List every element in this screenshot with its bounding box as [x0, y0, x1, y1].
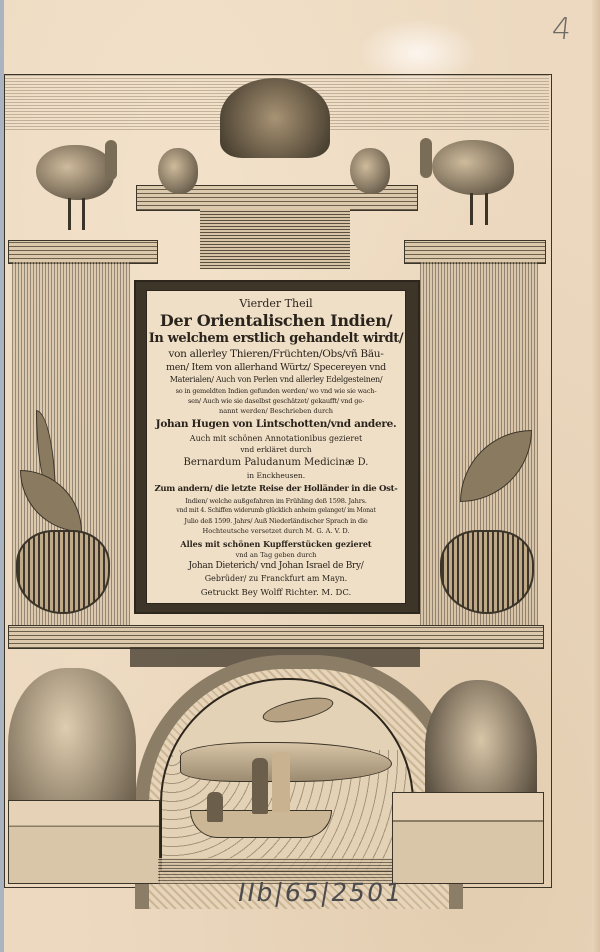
fruit-basket-icon [220, 78, 330, 158]
title-line: in Enckheusen. [246, 471, 306, 480]
cassowary-right-leg [485, 193, 488, 225]
title-line: so in gemeldten Indien gefunden werden/ wo vnd wie sie wach- [175, 387, 377, 395]
publisher-line: Gebrüder/ zu Franckfurt am Mayn. [204, 574, 348, 583]
parrot-left-icon [158, 148, 198, 194]
cassowary-right-icon [432, 140, 514, 195]
cassowary-left-leg [68, 198, 71, 230]
title-main: Der Orientalischen Indien/ [159, 311, 393, 330]
left-cornice [8, 240, 158, 264]
cassowary-right-leg [470, 193, 473, 225]
right-pedestal [392, 792, 544, 884]
title-volume: Vierder Theil [239, 297, 313, 310]
title-line: nannt werden/ Beschrieben durch [218, 407, 334, 415]
title-line: Julio deß 1599. Jahrs/ Auß Niederländischer Sprach in die [184, 517, 368, 525]
title-line: In welchem erstlich gehandelt wirdt/ [148, 331, 404, 346]
title-line: Indien/ welche außgefahren im Frühling deß 1598. Jahrs. [185, 497, 367, 505]
figure-rower [207, 792, 223, 822]
title-line: Auch mit schönen Annotationibus gezieret [189, 434, 363, 443]
parrot-right-icon [350, 148, 390, 194]
cassowary-left-icon [36, 145, 114, 200]
library-shelfmark: IIb|65|2501 [235, 878, 406, 907]
annotator-line: Bernardum Paludanum Medicinæ D. [183, 457, 369, 468]
title-line: vnd an Tag geben durch [235, 551, 317, 559]
cassowary-right-neck [420, 138, 432, 178]
title-line: Hochteutsche versetzet durch M. G. A. V. D. [202, 527, 350, 535]
lower-entablature [8, 625, 544, 649]
imprint-line: Getruckt Bey Wolff Richter. M. DC. [200, 588, 352, 598]
urn-right-icon [440, 530, 534, 614]
capsized-boat-icon [261, 693, 336, 728]
pediment-keystone [200, 209, 350, 269]
title-line: men/ Item von allerhand Würtz/ Specereyen vnd [166, 362, 386, 373]
title-line: Materialen/ Auch von Perlen vnd allerley Edelgesteinen/ [169, 375, 383, 384]
title-line: Zum andern/ die letzte Reise der Holländer in die Ost- [154, 484, 398, 494]
figure-fisherman [252, 758, 268, 814]
folio-number: 4 [550, 12, 573, 47]
title-line: Alles mit schönen Kupfferstücken gezieret [180, 539, 372, 549]
page-edge [592, 0, 600, 952]
author-line: Johan Hugen von Lintschotten/vnd andere. [155, 418, 397, 430]
left-pedestal [8, 800, 160, 884]
title-line: sen/ Auch wie sie daselbst geschätzet/ gekaufft/ vnd ge- [188, 397, 364, 405]
cassowary-left-leg [82, 198, 85, 230]
urn-left-icon [16, 530, 110, 614]
publisher-line: Johan Dieterich/ vnd Johan Israel de Bry/ [188, 561, 364, 571]
title-line: vnd erkläret durch [240, 445, 312, 454]
title-line: von allerley Thieren/Früchten/Obs/vñ Bäu- [168, 348, 384, 360]
title-panel [146, 290, 406, 604]
cassowary-left-neck [105, 140, 117, 180]
figure-fisherman [272, 752, 290, 812]
right-cornice [404, 240, 546, 264]
title-line: vnd mit 4. Schiffen widerumb glücklich anheim gelanget/ im Monat [176, 507, 376, 514]
